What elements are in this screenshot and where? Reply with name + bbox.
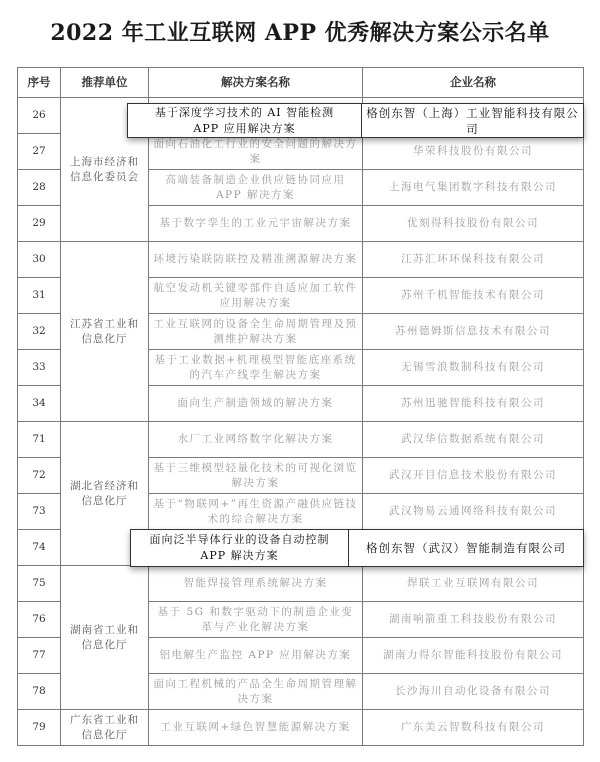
company-name: 苏州德姆斯信息技术有限公司 bbox=[363, 314, 584, 350]
row-number: 32 bbox=[18, 314, 61, 350]
highlight-solution-line1: 基于深度学习技术的 AI 智能检测 bbox=[154, 105, 335, 119]
row-number: 29 bbox=[18, 206, 61, 242]
row-number: 77 bbox=[18, 638, 61, 674]
solution-name: 基于数字孪生的工业元宇宙解决方案 bbox=[149, 206, 363, 242]
highlight-solution-name bbox=[128, 104, 362, 137]
recommending-unit: 上海市经济和信息化委员会 bbox=[61, 98, 149, 242]
solution-name: 水厂工业网络数字化解决方案 bbox=[149, 422, 363, 458]
table-row bbox=[18, 422, 584, 458]
table-row bbox=[18, 710, 584, 746]
recommending-unit: 湖北省经济和信息化厅 bbox=[61, 422, 149, 566]
table-row bbox=[18, 566, 584, 602]
row-number: 31 bbox=[18, 278, 61, 314]
highlight-solution-line1: 面向泛半导体行业的设备自动控制 bbox=[149, 533, 330, 546]
solution-name: 工业互联网+绿色智慧能源解决方案 bbox=[149, 710, 363, 746]
solution-name: 面向石油化工行业的安全问题的解决方案 bbox=[149, 134, 363, 170]
recommending-unit: 湖南省工业和信息化厅 bbox=[61, 566, 149, 710]
row-number: 71 bbox=[18, 422, 61, 458]
solution-name: 基于三维模型轻量化技术的可视化浏览解决方案 bbox=[149, 458, 363, 494]
solution-name: 铝电解生产监控 APP 应用解决方案 bbox=[149, 638, 363, 674]
row-number: 76 bbox=[18, 602, 61, 638]
solution-name: 面向生产制造领域的解决方案 bbox=[149, 386, 363, 422]
highlight-company-name: 格创东智（上海）工业智能科技有限公司 bbox=[366, 105, 579, 136]
company-name: 江苏汇环环保科技有限公司 bbox=[363, 242, 584, 278]
row-number: 33 bbox=[18, 350, 61, 386]
solution-name: 基于工业数据+机理模型智能底座系统的汽车产线孪生解决方案 bbox=[149, 350, 363, 386]
company-name: 广东美云智数科技有限公司 bbox=[363, 710, 584, 746]
highlight-solution-name bbox=[131, 530, 349, 566]
row-number: 28 bbox=[18, 170, 61, 206]
company-name: 武汉物易云通网络科技有限公司 bbox=[363, 494, 584, 530]
header-no: 序号 bbox=[18, 68, 61, 98]
header-company: 企业名称 bbox=[363, 68, 584, 98]
row-number: 34 bbox=[18, 386, 61, 422]
company-name: 湖南响箭重工科技股份有限公司 bbox=[363, 602, 584, 638]
company-name: 无锡雪浪数制科技有限公司 bbox=[363, 350, 584, 386]
row-number: 72 bbox=[18, 458, 61, 494]
row-number: 73 bbox=[18, 494, 61, 530]
solution-name: 航空发动机关键零部件自适应加工软件应用解决方案 bbox=[149, 278, 363, 314]
header-unit: 推荐单位 bbox=[61, 68, 149, 98]
row-number: 79 bbox=[18, 710, 61, 746]
row-number: 26 bbox=[18, 98, 61, 134]
solution-name: 高端装备制造企业供应链协同应用 APP 解决方案 bbox=[149, 170, 363, 206]
highlight-solution-line2: APP 解决方案 bbox=[200, 549, 279, 562]
solution-name: 基于“物联网+”再生资源产融供应链技术的综合解决方案 bbox=[149, 494, 363, 530]
recommending-unit: 江苏省工业和信息化厅 bbox=[61, 242, 149, 422]
highlight-box-row-26 bbox=[127, 103, 584, 138]
solution-name: 环境污染联防联控及精准溯源解决方案 bbox=[149, 242, 363, 278]
company-name: 武汉华信数据系统有限公司 bbox=[363, 422, 584, 458]
company-name: 上海电气集团数字科技有限公司 bbox=[363, 170, 584, 206]
table-header-row bbox=[18, 68, 584, 98]
company-name: 华荣科技股份有限公司 bbox=[363, 134, 584, 170]
solution-name: 面向工程机械的产品全生命周期管理解决方案 bbox=[149, 674, 363, 710]
company-name: 优刻得科技股份有限公司 bbox=[363, 206, 584, 242]
company-name: 长沙海川自动化设备有限公司 bbox=[363, 674, 584, 710]
solution-name: 基于 5G 和数字驱动下的制造企业变革与产业化解决方案 bbox=[149, 602, 363, 638]
row-number: 74 bbox=[18, 530, 61, 566]
highlight-company-name: 格创东智（武汉）智能制造有限公司 bbox=[366, 541, 566, 555]
highlight-box-row-74 bbox=[130, 529, 584, 567]
company-name: 焊联工业互联网有限公司 bbox=[363, 566, 584, 602]
company-name: 苏州千机智能技术有限公司 bbox=[363, 278, 584, 314]
row-number: 27 bbox=[18, 134, 61, 170]
row-number: 78 bbox=[18, 674, 61, 710]
row-number: 30 bbox=[18, 242, 61, 278]
solution-name: 工业互联网的设备全生命周期管理及预测维护解决方案 bbox=[149, 314, 363, 350]
solution-name: 智能焊接管理系统解决方案 bbox=[149, 566, 363, 602]
company-name: 苏州迅驰智能科技有限公司 bbox=[363, 386, 584, 422]
company-name: 湖南力得尔智能科技股份有限公司 bbox=[363, 638, 584, 674]
highlight-solution-line2: APP 应用解决方案 bbox=[193, 121, 296, 135]
recommending-unit: 广东省工业和信息化厅 bbox=[61, 710, 149, 746]
table-row bbox=[18, 242, 584, 278]
document-title: 2022 年工业互联网 APP 优秀解决方案公示名单 bbox=[50, 20, 550, 46]
company-name: 武汉开目信息技术股份有限公司 bbox=[363, 458, 584, 494]
header-solution: 解决方案名称 bbox=[149, 68, 363, 98]
row-number: 75 bbox=[18, 566, 61, 602]
solutions-table bbox=[17, 67, 584, 746]
